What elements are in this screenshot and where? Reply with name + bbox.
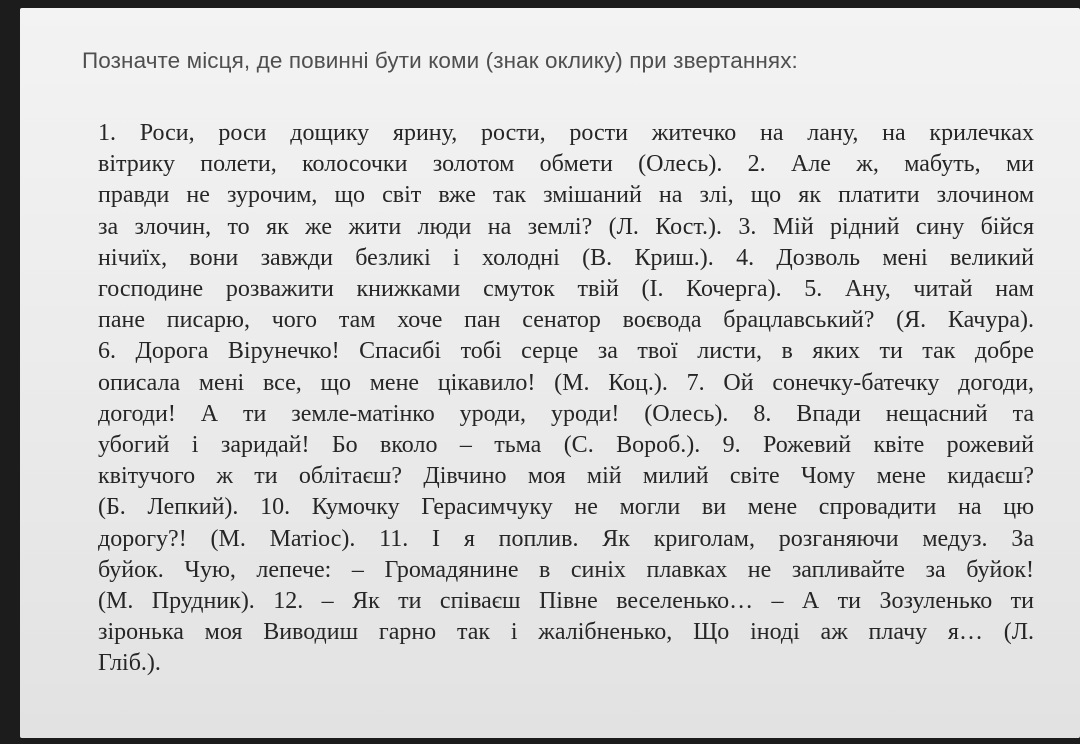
text-line: квітучого ж ти облітаєш? Дівчино моя мій милий світе Чому мене кидаєш? bbox=[98, 463, 1034, 490]
text-line: 1. Роси, роси дощику ярину, рости, рости житечко на лану, на крилечках bbox=[98, 120, 1034, 146]
task-heading: Позначте місця, де повинні бути коми (знак оклику) при звертаннях: bbox=[82, 48, 798, 73]
text-line: господине розважити книжками смуток твій (І. Кочерга). 5. Ану, читай нам bbox=[98, 276, 1034, 303]
worksheet-page bbox=[20, 8, 1080, 738]
text-line: 6. Дорога Вірунечко! Спасибі тобі серце за твої листи, в яких ти так добре bbox=[98, 338, 1034, 365]
text-line: правди не зурочим, що світ вже так змішаний на злі, що як платити злочином bbox=[98, 182, 1034, 209]
text-line: (Б. Лепкий). 10. Кумочку Герасимчуку не могли ви мене спровадити на цю bbox=[98, 494, 1034, 521]
text-line: догоди! А ти земле-матінко уроди, уроди! (Олесь). 8. Впади нещасний та bbox=[98, 400, 1034, 427]
text-line: Гліб.). bbox=[98, 650, 161, 677]
text-line: буйок. Чую, лепече: – Громадянине в синіх плавках не запливайте за буйок! bbox=[98, 556, 1034, 583]
text-line: нічиїх, вони завжди безликі і холодні (В. Криш.). 4. Дозволь мені великий bbox=[98, 244, 1034, 271]
text-line: пане писарю, чого там хоче пан сенатор воєвода брацлавський? (Я. Качура). bbox=[98, 307, 1034, 334]
text-line: зіронька моя Виводиш гарно так і жалібненько, Що іноді аж плачу я… (Л. bbox=[98, 619, 1034, 646]
text-line: (М. Прудник). 12. – Як ти співаєш Півне веселенько… – А ти Зозуленько ти bbox=[98, 588, 1034, 615]
text-line: убогий і заридай! Бо вколо – тьма (С. Вороб.). 9. Рожевий квіте рожевий bbox=[98, 432, 1034, 459]
text-line: дорогу?! (М. Матіос). 11. І я поплив. Як криголам, розганяючи медуз. За bbox=[98, 525, 1034, 552]
text-line: вітрику полети, колосочки золотом обмети (Олесь). 2. Але ж, мабуть, ми bbox=[98, 151, 1034, 178]
exercise-text bbox=[98, 118, 1034, 680]
text-line: описала мені все, що мене цікавило! (М. Коц.). 7. Ой сонечку-батечку догоди, bbox=[98, 369, 1034, 396]
text-line: за злочин, то як же жити люди на землі? (Л. Кост.). 3. Мій рідний сину бійся bbox=[98, 213, 1034, 240]
